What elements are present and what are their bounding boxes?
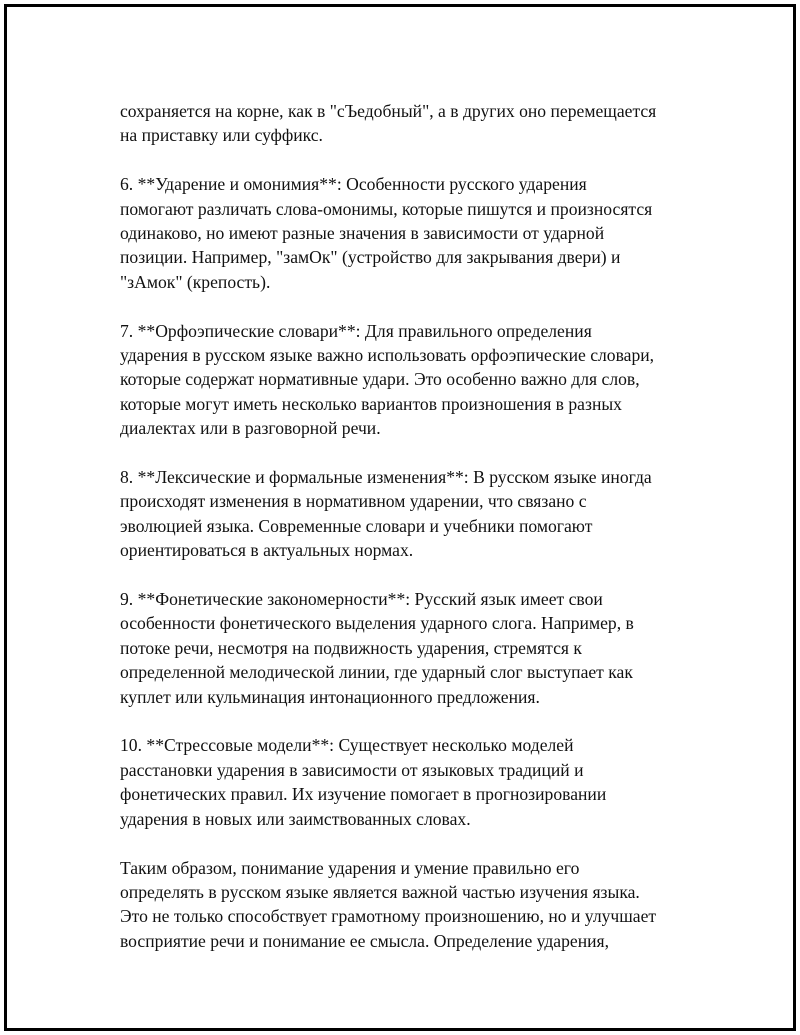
text-line: куплет или кульминация интонационного предложения. xyxy=(120,686,540,707)
text-line: 7. **Орфоэпические словари**: Для правильного определения xyxy=(120,320,592,341)
text-line: фонетических правил. Их изучение помогает в прогнозировании xyxy=(120,784,607,805)
text-line: сохраняется на корне, как в "сЪедобный", а в других оно перемещается xyxy=(120,101,657,121)
text-line: Таким образом, понимание ударения и умение правильно его xyxy=(120,857,580,878)
text-line: эволюцией языка. Современные словари и учебники помогают xyxy=(120,515,593,536)
document-body xyxy=(120,99,720,978)
paragraph-item-7 xyxy=(120,319,720,441)
text-line: на приставку или суффикс. xyxy=(120,125,323,146)
text-line: определять в русском языке является важной частью изучения языка. xyxy=(120,881,640,902)
paragraph-item-6 xyxy=(120,172,720,294)
text-line: ударения в новых или заимствованных словах. xyxy=(120,808,471,829)
text-line: которые могут иметь несколько вариантов произношения в разных xyxy=(120,393,622,414)
text-line: ударения в русском языке важно использовать орфоэпические словари, xyxy=(120,345,655,366)
text-line: особенности фонетического выделения ударного слога. Например, в xyxy=(120,613,634,634)
text-line: которые содержат нормативные удари. Это особенно важно для слов, xyxy=(120,369,640,390)
text-line: 9. **Фонетические закономерности**: Русский язык имеет свои xyxy=(120,589,603,610)
text-line: происходят изменения в нормативном ударении, что связано с xyxy=(120,491,587,512)
text-line: восприятие речи и понимание ее смысла. Определение ударения, xyxy=(120,930,610,951)
text-line: диалектах или в разговорной речи. xyxy=(120,418,381,439)
text-line: 6. **Ударение и омонимия**: Особенности русского ударения xyxy=(120,174,587,195)
paragraph-item-8 xyxy=(120,465,720,563)
text-line: расстановки ударения в зависимости от языковых традиций и xyxy=(120,759,584,780)
paragraph-item-9 xyxy=(120,587,720,709)
paragraph-continuation xyxy=(120,99,720,148)
text-line: ориентироваться в актуальных нормах. xyxy=(120,540,414,561)
text-line: 8. **Лексические и формальные изменения**: В русском языке иногда xyxy=(120,467,652,488)
text-line: определенной мелодической линии, где ударный слог выступает как xyxy=(120,662,633,683)
text-line: одинаково, но имеют разные значения в зависимости от ударной xyxy=(120,223,605,244)
paragraph-item-10 xyxy=(120,733,720,831)
text-line: помогают различать слова-омонимы, которые пишутся и произносятся xyxy=(120,198,653,219)
page-frame xyxy=(4,4,796,1031)
paragraph-conclusion xyxy=(120,856,720,954)
text-line: потоке речи, несмотря на подвижность ударения, стремятся к xyxy=(120,637,582,658)
text-line: "зАмок" (крепость). xyxy=(120,271,271,292)
text-line: Это не только способствует грамотному произношению, но и улучшает xyxy=(120,906,657,927)
text-line: позиции. Например, "замОк" (устройство для закрывания двери) и xyxy=(120,247,621,268)
text-line: 10. **Стрессовые модели**: Существует несколько моделей xyxy=(120,735,574,756)
